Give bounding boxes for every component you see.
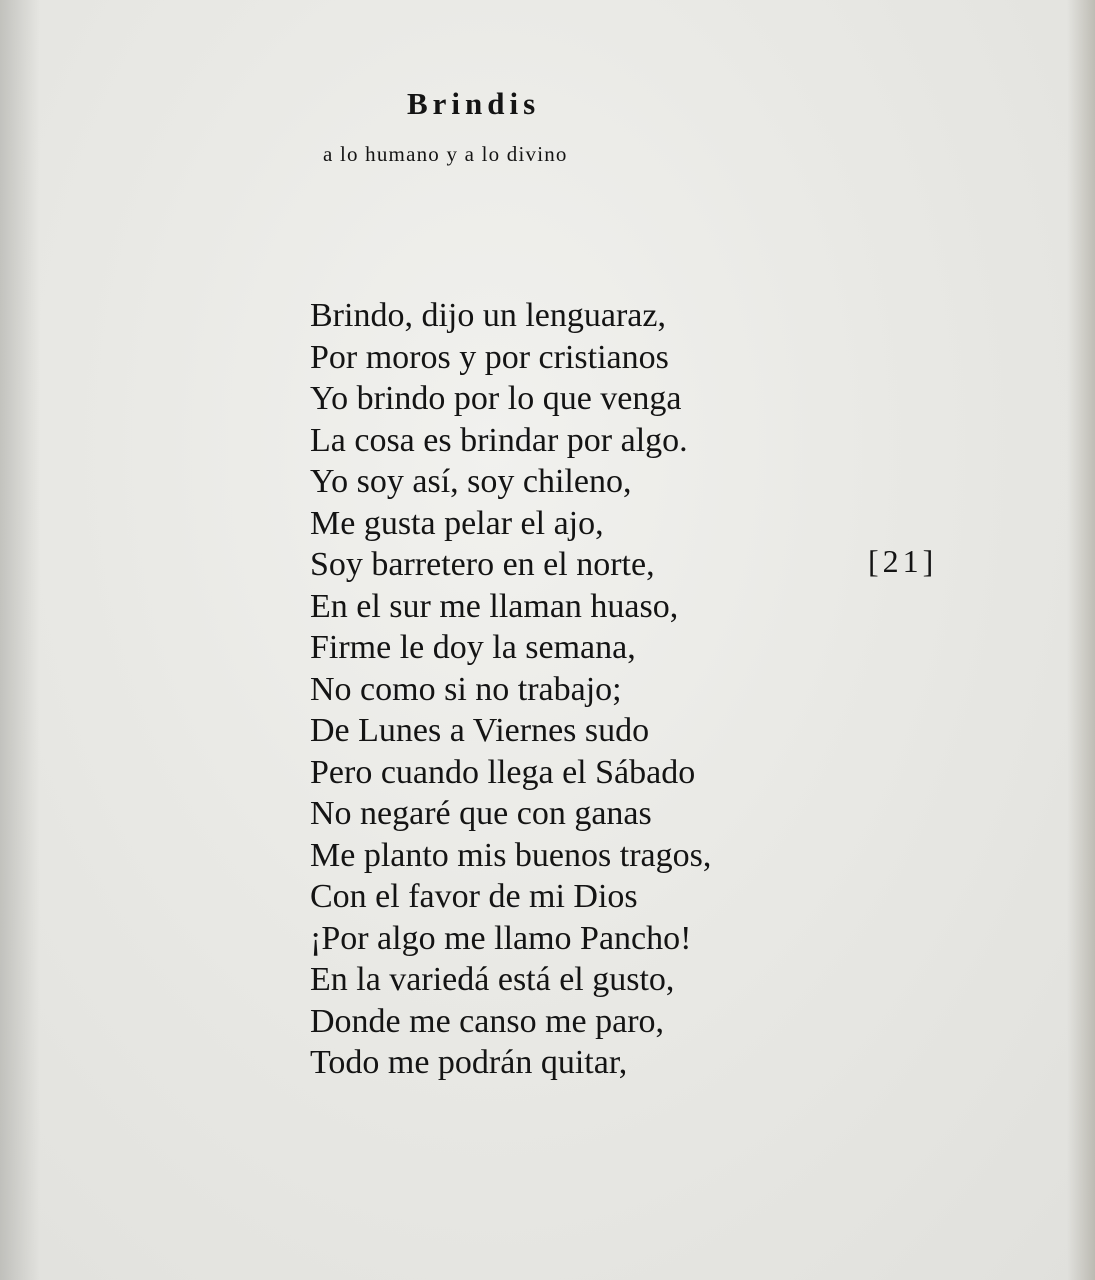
page-edge <box>1067 0 1095 1280</box>
poem-line: Yo soy así, soy chileno, <box>310 463 632 500</box>
poem-line: Con el favor de mi Dios <box>310 878 638 915</box>
poem-line: Por moros y por cristianos <box>310 338 669 376</box>
page-gutter-shadow <box>0 0 40 1280</box>
poem-line: En el sur me llaman huaso, <box>310 587 679 625</box>
poem-line: Yo brindo por lo que venga <box>310 380 682 417</box>
poem-line: Me gusta pelar el ajo, <box>310 504 604 542</box>
poem-line: ¡Por algo me llamo Pancho! <box>310 919 692 957</box>
poem-line: En la variedá está el gusto, <box>310 961 675 998</box>
poem-line: Pero cuando llega el Sábado <box>310 753 696 791</box>
poem-line: De Lunes a Viernes sudo <box>310 712 650 749</box>
poem-line: Firme le doy la semana, <box>310 629 636 666</box>
poem-subtitle: a lo humano y a lo divino <box>323 142 568 166</box>
poem-body <box>310 295 711 1084</box>
poem-title: Brindis <box>407 86 541 121</box>
poem-line: Me planto mis buenos tragos, <box>310 836 712 874</box>
poem-line: Donde me canso me paro, <box>310 1002 665 1040</box>
poem-line: Brindo, dijo un lenguaraz, <box>310 297 666 334</box>
poem-line: Todo me podrán quitar, <box>310 1044 628 1081</box>
page-number: [21] <box>868 543 938 579</box>
poem-line: La cosa es brindar por algo. <box>310 421 688 459</box>
poem-line: No como si no trabajo; <box>310 670 622 708</box>
poem-line: Soy barretero en el norte, <box>310 546 655 583</box>
poem-line: No negaré que con ganas <box>310 795 652 832</box>
